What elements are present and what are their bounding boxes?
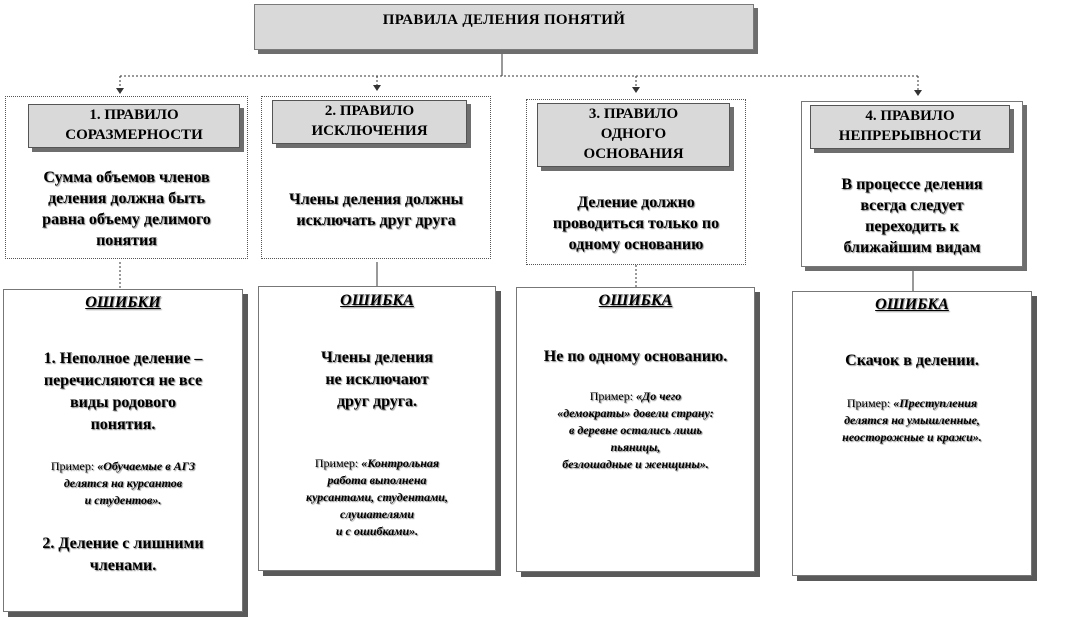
error-title-4: ОШИБКА — [875, 296, 949, 313]
example-line: слушателями — [339, 507, 415, 521]
rule-card-4 — [801, 101, 1023, 267]
error-main-2 — [263, 347, 491, 413]
rule-text-line: переходить к — [865, 218, 959, 235]
rule-text-line: ближайшим видам — [843, 239, 981, 256]
rule-header-line: СОРАЗМЕРНОСТИ — [65, 127, 203, 143]
rule-card-2 — [261, 96, 491, 259]
rule-header-line: 1. ПРАВИЛО — [89, 107, 179, 123]
example-line: и с ошибками». — [335, 524, 419, 538]
example-line: работа выполнена — [327, 473, 427, 487]
diagram-title-text: ПРАВИЛА ДЕЛЕНИЯ ПОНЯТИЙ — [382, 12, 626, 28]
rule-header-line: 3. ПРАВИЛО — [588, 106, 679, 122]
rule-card-3 — [526, 99, 746, 265]
error-title-2: ОШИБКА — [340, 292, 414, 309]
rule-text-line: В процессе деления — [841, 176, 983, 193]
example-line: курсантами, студентами, — [306, 490, 448, 504]
error-example-4 — [797, 395, 1027, 446]
example-line: делятся на курсантов — [63, 476, 183, 490]
rule-header-4 — [810, 105, 1010, 149]
example-line: безлошадные и женщины». — [562, 457, 709, 471]
error-main-line: понятия. — [90, 416, 156, 433]
rule-text-4 — [804, 174, 1020, 258]
rule-header-line: ИСКЛЮЧЕНИЯ — [311, 123, 428, 139]
error-main-line: перечисляются не все — [43, 372, 203, 389]
error-main-line: не исключают — [325, 371, 429, 388]
rule-text-line: деления должна быть — [48, 190, 205, 207]
error-example-1 — [8, 458, 238, 509]
rule-header-1 — [28, 104, 240, 148]
rule-text-line: одному основанию — [568, 236, 704, 253]
example-line: делятся на умышленные, — [844, 413, 980, 427]
rule-text-line: Деление должно — [577, 194, 695, 211]
example-label: Пример: — [314, 456, 362, 470]
example-line: «Преступления — [893, 396, 978, 410]
error-main-3 — [519, 346, 752, 368]
error-main-line: друг друга. — [336, 393, 418, 410]
error-main-line: Члены деления — [321, 349, 433, 366]
diagram-title — [254, 4, 754, 50]
rule-card-1 — [5, 96, 248, 259]
rule-header-line: 2. ПРАВИЛО — [324, 103, 415, 119]
rule-text-line: исключать друг друга — [296, 212, 456, 229]
error-card-1 — [3, 289, 243, 612]
error-main-line: 1. Неполное деление – — [43, 350, 203, 367]
rule-header-line: НЕПРЕРЫВНОСТИ — [838, 128, 982, 144]
error-title-3: ОШИБКА — [598, 292, 673, 309]
example-line: «Контрольная — [361, 456, 440, 470]
rule-text-line: Сумма объемов членов — [43, 169, 210, 186]
example-line: «демократы» довели страну: — [557, 406, 714, 420]
example-line: и студентов». — [84, 493, 162, 507]
error-main-line: Скачок в делении. — [845, 352, 979, 369]
example-label: Пример: — [589, 389, 637, 403]
example-label: Пример: — [846, 396, 894, 410]
error-main-1 — [8, 348, 238, 436]
error-example-3 — [519, 388, 752, 473]
example-label: Пример: — [50, 459, 98, 473]
error-card-4 — [792, 291, 1032, 576]
error-main-line: виды родового — [70, 394, 176, 411]
rule-text-2 — [264, 189, 488, 231]
rule-text-line: Члены деления должны — [288, 191, 464, 208]
error-main-1b — [8, 533, 238, 577]
rule-header-line: ОДНОГО — [600, 126, 667, 142]
rule-text-3 — [529, 192, 743, 255]
error-card-3 — [516, 287, 755, 572]
error-main-line: членами. — [89, 557, 157, 574]
rule-text-line: понятия — [96, 232, 157, 249]
example-line: неосторожные и кражи». — [842, 430, 982, 444]
rule-header-3 — [537, 103, 730, 167]
example-line: в деревне остались лишь — [569, 423, 702, 437]
rule-header-line: 4. ПРАВИЛО — [865, 108, 955, 124]
rule-text-line: равна объему делимого — [42, 211, 211, 228]
rule-text-line: всегда следует — [860, 197, 964, 214]
error-title-1: ОШИБКИ — [85, 294, 161, 311]
example-line: пьяницы, — [610, 440, 661, 454]
rule-text-1 — [8, 167, 245, 251]
rule-header-line: ОСНОВАНИЯ — [583, 146, 684, 162]
rule-header-2 — [272, 100, 467, 144]
error-example-2 — [263, 455, 491, 540]
error-card-2 — [258, 286, 496, 571]
rule-text-line: проводиться только по — [552, 215, 720, 232]
error-main-line: 2. Деление с лишними — [42, 535, 204, 552]
example-line: «Обучаемые в АГЗ — [97, 459, 196, 473]
example-line: «До чего — [636, 389, 682, 403]
error-main-4 — [797, 350, 1027, 372]
error-main-line: Не по одному основанию. — [543, 348, 728, 365]
